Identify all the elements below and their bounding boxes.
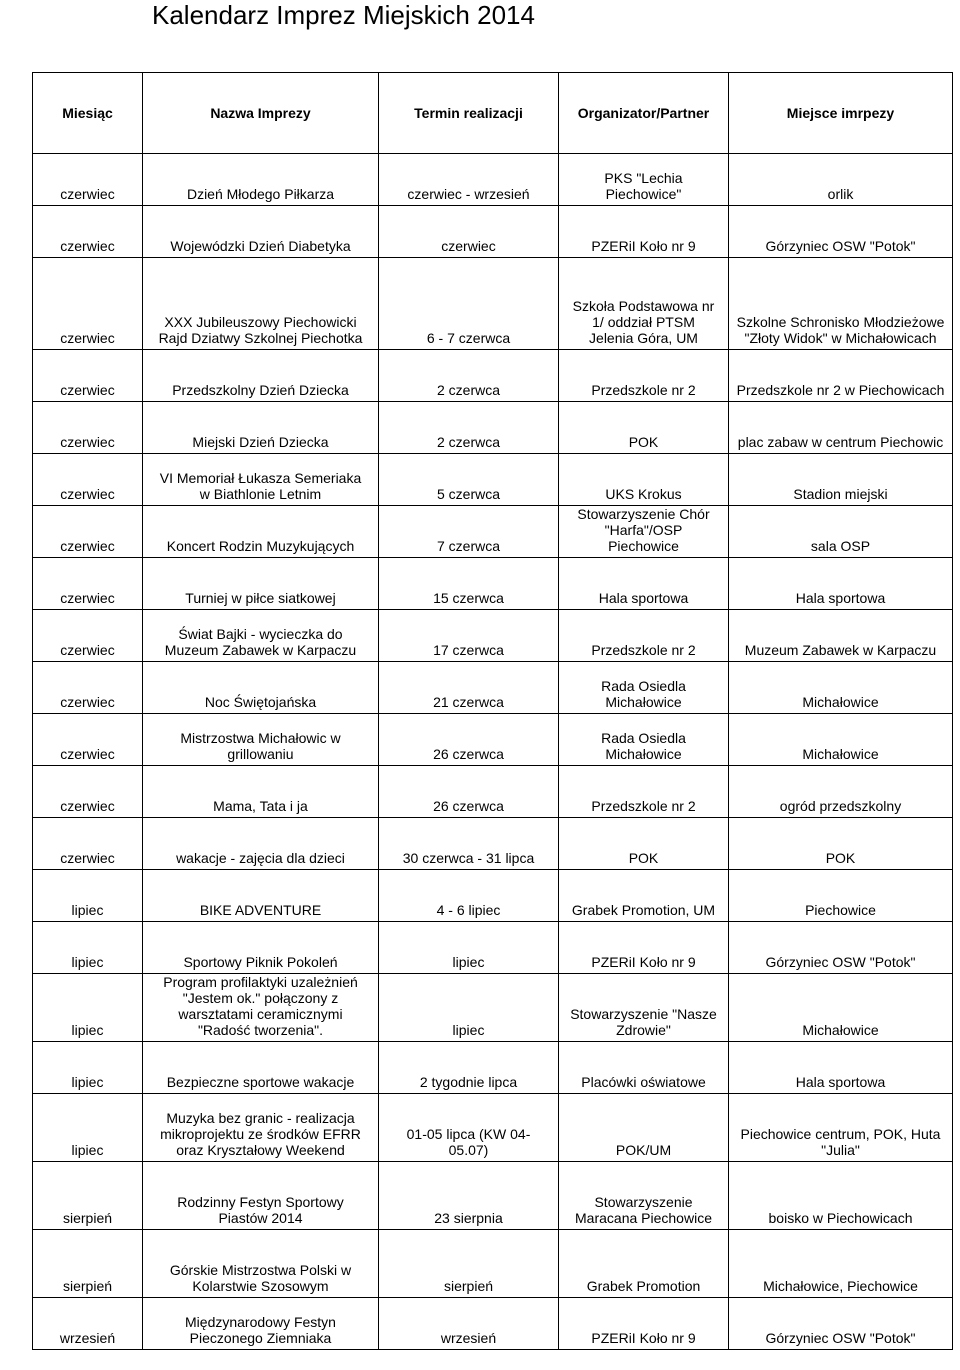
- cell-text: Rodzinny Festyn Sportowy Piastów 2014: [177, 1194, 344, 1226]
- cell-text: Hala sportowa: [795, 1074, 886, 1090]
- cell-text: 30 czerwca - 31 lipca: [402, 850, 535, 866]
- event-name-cell: [143, 258, 379, 350]
- cell-text: Stowarzyszenie Maracana Piechowice: [575, 1194, 712, 1226]
- date-cell: [379, 1094, 559, 1162]
- cell-text: 21 czerwca: [433, 694, 504, 710]
- event-name-cell: [143, 206, 379, 258]
- column-header-date: Termin realizacji: [379, 73, 559, 154]
- cell-text: Szkoła Podstawowa nr 1/ oddział PTSM Jelenia Góra, UM: [572, 298, 715, 346]
- month-cell: [33, 922, 143, 974]
- date-cell: [379, 402, 559, 454]
- cell-text: wakacje - zajęcia dla dzieci: [176, 850, 345, 866]
- organizer-cell: [559, 402, 729, 454]
- date-cell: [379, 258, 559, 350]
- venue-cell: [729, 350, 953, 402]
- cell-text: lipiec: [71, 1022, 104, 1038]
- organizer-cell: [559, 1298, 729, 1350]
- cell-text: Piechowice centrum, POK, Huta "Julia": [740, 1126, 941, 1158]
- cell-text: Górskie Mistrzostwa Polski w Kolarstwie Szosowym: [169, 1262, 352, 1294]
- column-header-month: Miesiąc: [33, 73, 143, 154]
- venue-cell: [729, 258, 953, 350]
- cell-text: lipiec: [71, 1074, 104, 1090]
- venue-cell: [729, 154, 953, 206]
- cell-text: lipiec: [71, 902, 104, 918]
- month-cell: [33, 1162, 143, 1230]
- cell-text: Muzeum Zabawek w Karpaczu: [744, 642, 937, 658]
- event-name-cell: [143, 1230, 379, 1298]
- cell-text: 6 - 7 czerwca: [426, 330, 511, 346]
- column-header-event-name: Nazwa Imprezy: [143, 73, 379, 154]
- venue-cell: [729, 558, 953, 610]
- organizer-cell: [559, 258, 729, 350]
- cell-text: POK: [825, 850, 856, 866]
- cell-text: Dzień Młodego Piłkarza: [186, 186, 335, 202]
- cell-text: 5 czerwca: [436, 486, 501, 502]
- cell-text: 2 tygodnie lipca: [419, 1074, 518, 1090]
- cell-text: Michałowice: [802, 694, 879, 710]
- cell-text: Grabek Promotion, UM: [571, 902, 716, 918]
- cell-text: wrzesień: [440, 1330, 497, 1346]
- date-cell: [379, 1162, 559, 1230]
- cell-text: sierpień: [443, 1278, 494, 1294]
- event-name-cell: [143, 402, 379, 454]
- cell-text: boisko w Piechowicach: [768, 1210, 913, 1226]
- cell-text: Świat Bajki - wycieczka do Muzeum Zabawek w Karpaczu: [164, 626, 357, 658]
- cell-text: Michałowice: [802, 1022, 879, 1038]
- date-cell: [379, 922, 559, 974]
- cell-text: Michałowice: [802, 746, 879, 762]
- cell-text: UKS Krokus: [605, 486, 682, 502]
- event-name-cell: [143, 1162, 379, 1230]
- table-row: [33, 506, 953, 558]
- date-cell: [379, 506, 559, 558]
- header-row: [33, 73, 953, 154]
- column-header-venue: Miejsce imrpezy: [729, 73, 953, 154]
- cell-text: Grabek Promotion: [586, 1278, 701, 1294]
- cell-text: 23 sierpnia: [434, 1210, 503, 1226]
- date-cell: [379, 1042, 559, 1094]
- cell-text: czerwiec: [60, 694, 115, 710]
- organizer-cell: [559, 1230, 729, 1298]
- date-cell: [379, 662, 559, 714]
- date-cell: [379, 870, 559, 922]
- event-name-cell: [143, 1298, 379, 1350]
- table-row: [33, 454, 953, 506]
- month-cell: [33, 402, 143, 454]
- cell-text: 2 czerwca: [436, 434, 501, 450]
- event-name-cell: [143, 558, 379, 610]
- organizer-cell: [559, 350, 729, 402]
- cell-text: 17 czerwca: [433, 642, 504, 658]
- table-row: [33, 1298, 953, 1350]
- cell-text: Mistrzostwa Michałowic w grillowaniu: [180, 730, 341, 762]
- organizer-cell: [559, 1162, 729, 1230]
- venue-cell: [729, 766, 953, 818]
- venue-cell: [729, 1298, 953, 1350]
- event-name-cell: [143, 766, 379, 818]
- venue-cell: [729, 974, 953, 1042]
- cell-text: Muzyka bez granic - realizacja mikroprojektu ze środków EFRR oraz Kryształowy Weekend: [160, 1110, 361, 1158]
- cell-text: lipiec: [71, 1142, 104, 1158]
- organizer-cell: [559, 922, 729, 974]
- event-name-cell: [143, 922, 379, 974]
- cell-text: PZERiI Koło nr 9: [591, 1330, 696, 1346]
- cell-text: Górzyniec OSW "Potok": [765, 238, 916, 254]
- month-cell: [33, 818, 143, 870]
- cell-text: plac zabaw w centrum Piechowic: [737, 434, 944, 450]
- date-cell: [379, 558, 559, 610]
- event-name-cell: [143, 974, 379, 1042]
- cell-text: Rada Osiedla Michałowice: [601, 730, 686, 762]
- organizer-cell: [559, 974, 729, 1042]
- cell-text: czerwiec: [60, 434, 115, 450]
- cell-text: Przedszkolny Dzień Dziecka: [172, 382, 349, 398]
- month-cell: [33, 714, 143, 766]
- date-cell: [379, 714, 559, 766]
- table-row: [33, 662, 953, 714]
- organizer-cell: [559, 454, 729, 506]
- date-cell: [379, 766, 559, 818]
- organizer-cell: [559, 766, 729, 818]
- table-row: [33, 974, 953, 1042]
- event-name-cell: [143, 506, 379, 558]
- cell-text: Miejski Dzień Dziecka: [192, 434, 329, 450]
- event-name-cell: [143, 1094, 379, 1162]
- event-name-cell: [143, 350, 379, 402]
- organizer-cell: [559, 818, 729, 870]
- cell-text: Górzyniec OSW "Potok": [765, 1330, 916, 1346]
- cell-text: Stowarzyszenie "Nasze Zdrowie": [570, 1006, 717, 1038]
- venue-cell: [729, 506, 953, 558]
- table-row: [33, 258, 953, 350]
- cell-text: czerwiec: [60, 746, 115, 762]
- cell-text: Stadion miejski: [793, 486, 888, 502]
- cell-text: czerwiec: [60, 590, 115, 606]
- cell-text: 2 czerwca: [436, 382, 501, 398]
- table-row: [33, 1230, 953, 1298]
- date-cell: [379, 974, 559, 1042]
- cell-text: Stowarzyszenie Chór "Harfa"/OSP Piechowice: [577, 506, 710, 554]
- month-cell: [33, 506, 143, 558]
- page-title: Kalendarz Imprez Miejskich 2014: [152, 0, 535, 30]
- cell-text: czerwiec: [60, 330, 115, 346]
- month-cell: [33, 1298, 143, 1350]
- cell-text: 15 czerwca: [433, 590, 504, 606]
- cell-text: czerwiec: [60, 382, 115, 398]
- date-cell: [379, 1230, 559, 1298]
- cell-text: lipiec: [71, 954, 104, 970]
- table-row: [33, 766, 953, 818]
- venue-cell: [729, 662, 953, 714]
- table-row: [33, 714, 953, 766]
- month-cell: [33, 154, 143, 206]
- table-row: [33, 558, 953, 610]
- cell-text: sala OSP: [810, 538, 871, 554]
- venue-cell: [729, 610, 953, 662]
- date-cell: [379, 350, 559, 402]
- cell-text: Michałowice, Piechowice: [763, 1278, 918, 1294]
- organizer-cell: [559, 662, 729, 714]
- month-cell: [33, 454, 143, 506]
- month-cell: [33, 1042, 143, 1094]
- venue-cell: [729, 402, 953, 454]
- venue-cell: [729, 818, 953, 870]
- cell-text: Koncert Rodzin Muzykujących: [166, 538, 355, 554]
- cell-text: Przedszkole nr 2: [591, 382, 696, 398]
- cell-text: XXX Jubileuszowy Piechowicki Rajd Dziatwy Szkolnej Piechotka: [158, 314, 363, 346]
- venue-cell: [729, 454, 953, 506]
- cell-text: PKS "Lechia Piechowice": [604, 170, 683, 202]
- venue-cell: [729, 206, 953, 258]
- table-row: [33, 922, 953, 974]
- cell-text: czerwiec: [60, 850, 115, 866]
- cell-text: czerwiec: [60, 238, 115, 254]
- cell-text: PZERiI Koło nr 9: [591, 954, 696, 970]
- cell-text: orlik: [827, 186, 854, 202]
- event-name-cell: [143, 714, 379, 766]
- cell-text: czerwiec - wrzesień: [407, 186, 530, 202]
- organizer-cell: [559, 154, 729, 206]
- venue-cell: [729, 870, 953, 922]
- cell-text: czerwiec: [60, 486, 115, 502]
- venue-cell: [729, 922, 953, 974]
- cell-text: 01-05 lipca (KW 04- 05.07): [406, 1126, 531, 1158]
- cell-text: Hala sportowa: [598, 590, 689, 606]
- month-cell: [33, 766, 143, 818]
- cell-text: Przedszkole nr 2: [591, 642, 696, 658]
- table-row: [33, 402, 953, 454]
- events-table: [32, 72, 953, 1350]
- month-cell: [33, 1094, 143, 1162]
- organizer-cell: [559, 870, 729, 922]
- date-cell: [379, 154, 559, 206]
- month-cell: [33, 662, 143, 714]
- cell-text: Piechowice: [805, 902, 876, 918]
- cell-text: czerwiec: [60, 538, 115, 554]
- cell-text: Sportowy Piknik Pokoleń: [183, 954, 338, 970]
- month-cell: [33, 206, 143, 258]
- table-row: [33, 818, 953, 870]
- event-name-cell: [143, 818, 379, 870]
- cell-text: POK: [628, 434, 659, 450]
- event-name-cell: [143, 870, 379, 922]
- cell-text: ogród przedszkolny: [779, 798, 902, 814]
- table-row: [33, 206, 953, 258]
- cell-text: sierpień: [62, 1278, 113, 1294]
- date-cell: [379, 610, 559, 662]
- table-row: [33, 1162, 953, 1230]
- cell-text: Górzyniec OSW "Potok": [765, 954, 916, 970]
- organizer-cell: [559, 558, 729, 610]
- cell-text: POK/UM: [615, 1142, 672, 1158]
- cell-text: wrzesień: [59, 1330, 116, 1346]
- month-cell: [33, 350, 143, 402]
- organizer-cell: [559, 506, 729, 558]
- cell-text: Turniej w piłce siatkowej: [185, 590, 336, 606]
- cell-text: Przedszkole nr 2 w Piechowicach: [736, 382, 945, 398]
- cell-text: 4 - 6 lipiec: [436, 902, 501, 918]
- cell-text: Rada Osiedla Michałowice: [601, 678, 686, 710]
- cell-text: Bezpieczne sportowe wakacje: [166, 1074, 355, 1090]
- cell-text: Noc Świętojańska: [204, 694, 317, 710]
- cell-text: czerwiec: [60, 798, 115, 814]
- column-header-organizer: Organizator/Partner: [559, 73, 729, 154]
- date-cell: [379, 1298, 559, 1350]
- event-name-cell: [143, 154, 379, 206]
- venue-cell: [729, 714, 953, 766]
- organizer-cell: [559, 206, 729, 258]
- month-cell: [33, 610, 143, 662]
- organizer-cell: [559, 714, 729, 766]
- cell-text: PZERiI Koło nr 9: [591, 238, 696, 254]
- month-cell: [33, 558, 143, 610]
- cell-text: Wojewódzki Dzień Diabetyka: [170, 238, 351, 254]
- venue-cell: [729, 1230, 953, 1298]
- venue-cell: [729, 1094, 953, 1162]
- cell-text: Hala sportowa: [795, 590, 886, 606]
- venue-cell: [729, 1162, 953, 1230]
- cell-text: VI Memoriał Łukasza Semeriaka w Biathlonie Letnim: [159, 470, 362, 502]
- cell-text: czerwiec: [60, 186, 115, 202]
- cell-text: BIKE ADVENTURE: [199, 902, 322, 918]
- date-cell: [379, 454, 559, 506]
- organizer-cell: [559, 610, 729, 662]
- cell-text: lipiec: [452, 954, 485, 970]
- date-cell: [379, 818, 559, 870]
- event-name-cell: [143, 662, 379, 714]
- month-cell: [33, 974, 143, 1042]
- table-row: [33, 1042, 953, 1094]
- table-row: [33, 610, 953, 662]
- organizer-cell: [559, 1042, 729, 1094]
- cell-text: Szkolne Schronisko Młodzieżowe "Złoty Widok" w Michałowicach: [736, 314, 945, 346]
- event-name-cell: [143, 610, 379, 662]
- month-cell: [33, 870, 143, 922]
- table-row: [33, 870, 953, 922]
- date-cell: [379, 206, 559, 258]
- cell-text: czerwiec: [441, 238, 496, 254]
- cell-text: lipiec: [452, 1022, 485, 1038]
- event-name-cell: [143, 454, 379, 506]
- cell-text: Międzynarodowy Festyn Pieczonego Ziemniaka: [185, 1314, 336, 1346]
- cell-text: Przedszkole nr 2: [591, 798, 696, 814]
- organizer-cell: [559, 1094, 729, 1162]
- cell-text: Mama, Tata i ja: [213, 798, 308, 814]
- cell-text: czerwiec: [60, 642, 115, 658]
- month-cell: [33, 258, 143, 350]
- month-cell: [33, 1230, 143, 1298]
- table-row: [33, 154, 953, 206]
- table-row: [33, 1094, 953, 1162]
- cell-text: 26 czerwca: [433, 798, 504, 814]
- venue-cell: [729, 1042, 953, 1094]
- cell-text: 7 czerwca: [436, 538, 501, 554]
- table-row: [33, 350, 953, 402]
- event-name-cell: [143, 1042, 379, 1094]
- cell-text: Placówki oświatowe: [581, 1074, 706, 1090]
- cell-text: POK: [628, 850, 659, 866]
- cell-text: Program profilaktyki uzależnień "Jestem ok." połączony z warsztatami ceramicznymi "Radość tworzenia".: [163, 974, 358, 1038]
- cell-text: sierpień: [62, 1210, 113, 1226]
- cell-text: 26 czerwca: [433, 746, 504, 762]
